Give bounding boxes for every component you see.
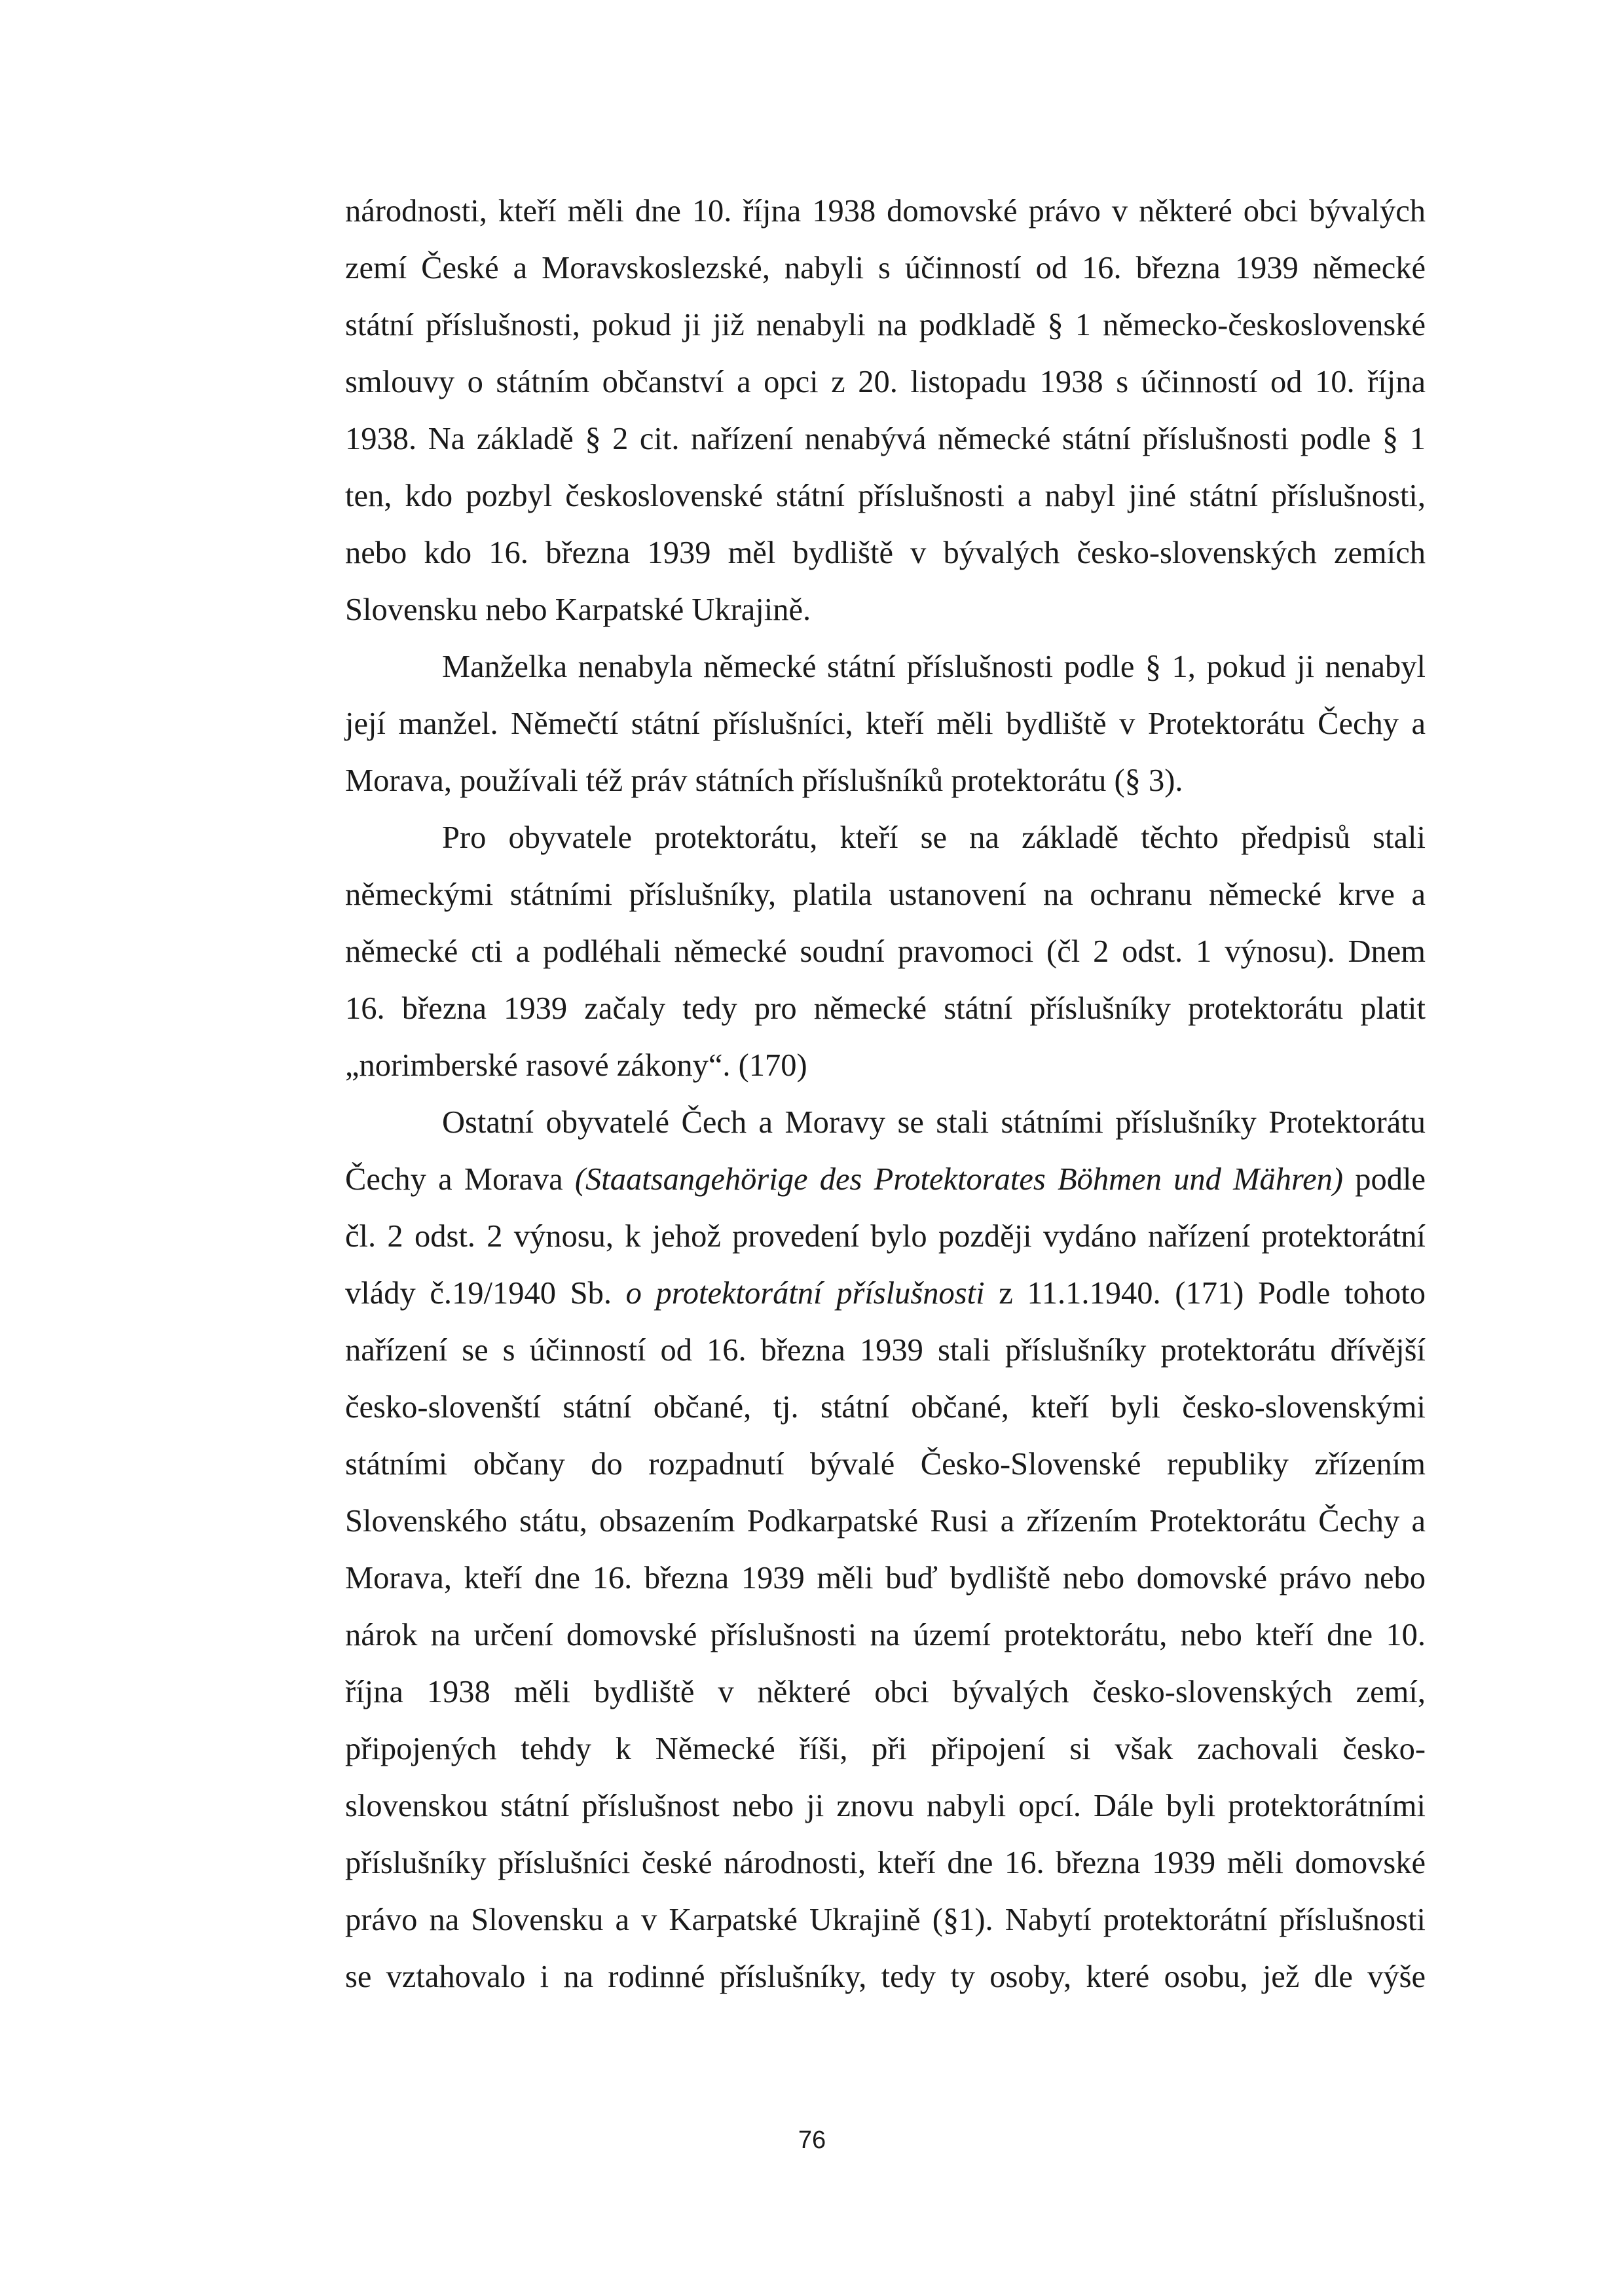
text-line: nebo kdo 16. března 1939 měl bydliště v bývalých česko-slovenských zemích bbox=[345, 536, 1426, 570]
italic-term: o protektorátní příslušnosti bbox=[625, 1276, 985, 1311]
text-line: Morava, používali též práv státních příslušníků protektorátu (§ 3). bbox=[345, 763, 1183, 798]
text-run: Čechy a Morava bbox=[345, 1162, 575, 1197]
text-line: připojených tehdy k Německé říši, při připojení si však zachovali česko- bbox=[345, 1732, 1426, 1766]
text-line: Slovenského státu, obsazením Podkarpatské Rusi a zřízením Protektorátu Čechy a bbox=[345, 1504, 1426, 1539]
text-line: právo na Slovensku a v Karpatské Ukrajině (§1). Nabytí protektorátní příslušnosti bbox=[345, 1903, 1426, 1937]
page-number: 76 bbox=[798, 2126, 826, 2154]
text-line: nařízení se s účinností od 16. března 1939 stali příslušníky protektorátu dřívější bbox=[345, 1333, 1426, 1368]
text-line: zemí České a Moravskoslezské, nabyli s účinností od 16. března 1939 německé bbox=[345, 251, 1426, 285]
text-line: čl. 2 odst. 2 výnosu, k jehož provedení bylo později vydáno nařízení protektorátní bbox=[345, 1219, 1426, 1254]
text-line: státními občany do rozpadnutí bývalé Česko-Slovenské republiky zřízením bbox=[345, 1447, 1426, 1482]
text-line: česko-slovenští státní občané, tj. státní občané, kteří byli česko-slovenskými bbox=[345, 1390, 1426, 1425]
text-line: října 1938 měli bydliště v některé obci bývalých česko-slovenských zemí, bbox=[345, 1675, 1426, 1709]
text-line: její manžel. Němečtí státní příslušníci, kteří měli bydliště v Protektorátu Čechy a bbox=[345, 706, 1426, 741]
text-line: německé cti a podléhali německé soudní pravomoci (čl 2 odst. 1 výnosu). Dnem bbox=[345, 934, 1426, 969]
text-line: Ostatní obyvatelé Čech a Moravy se stali státními příslušníky Protektorátu bbox=[442, 1105, 1426, 1140]
text-line: ten, kdo pozbyl československé státní příslušnosti a nabyl jiné státní příslušnosti, bbox=[345, 479, 1426, 513]
text-line-mixed bbox=[345, 1274, 1426, 1313]
text-line: nárok na určení domovské příslušnosti na území protektorátu, nebo kteří dne 10. bbox=[345, 1618, 1426, 1652]
text-line: 1938. Na základě § 2 cit. nařízení nenabývá německé státní příslušnosti podle § 1 bbox=[345, 422, 1426, 456]
text-line: se vztahovalo i na rodinné příslušníky, tedy ty osoby, které osobu, jež dle výše bbox=[345, 1959, 1426, 1994]
text-line: německými státními příslušníky, platila ustanovení na ochranu německé krve a bbox=[345, 877, 1426, 912]
text-line: příslušníky příslušníci české národnosti, kteří dne 16. března 1939 měli domovské bbox=[345, 1846, 1426, 1880]
text-line-mixed bbox=[345, 1160, 1426, 1199]
text-line: smlouvy o státním občanství a opci z 20. listopadu 1938 s účinností od 10. října bbox=[345, 365, 1426, 399]
text-run: podle bbox=[1343, 1162, 1426, 1197]
text-line: Morava, kteří dne 16. března 1939 měli buď bydliště nebo domovské právo nebo bbox=[345, 1561, 1426, 1595]
text-run: z 11.1.1940. (171) Podle tohoto bbox=[984, 1276, 1426, 1311]
text-line: 16. března 1939 začaly tedy pro německé státní příslušníky protektorátu platit bbox=[345, 991, 1426, 1026]
text-line: národnosti, kteří měli dne 10. října 1938 domovské právo v některé obci bývalých bbox=[345, 194, 1426, 228]
text-line: státní příslušnosti, pokud ji již nenabyli na podkladě § 1 německo-československé bbox=[345, 308, 1426, 342]
text-line: slovenskou státní příslušnost nebo ji znovu nabyli opcí. Dále byli protektorátními bbox=[345, 1789, 1426, 1823]
text-line: Slovensku nebo Karpatské Ukrajině. bbox=[345, 592, 811, 627]
text-run: vlády č.19/1940 Sb. bbox=[345, 1276, 626, 1311]
italic-term: (Staatsangehörige des Protektorates Böhmen und Mähren) bbox=[574, 1162, 1344, 1197]
text-line: Pro obyvatele protektorátu, kteří se na základě těchto předpisů stali bbox=[442, 820, 1426, 855]
text-line: „norimberské rasové zákony“. (170) bbox=[345, 1048, 807, 1083]
text-line: Manželka nenabyla německé státní příslušnosti podle § 1, pokud ji nenabyl bbox=[442, 649, 1426, 684]
